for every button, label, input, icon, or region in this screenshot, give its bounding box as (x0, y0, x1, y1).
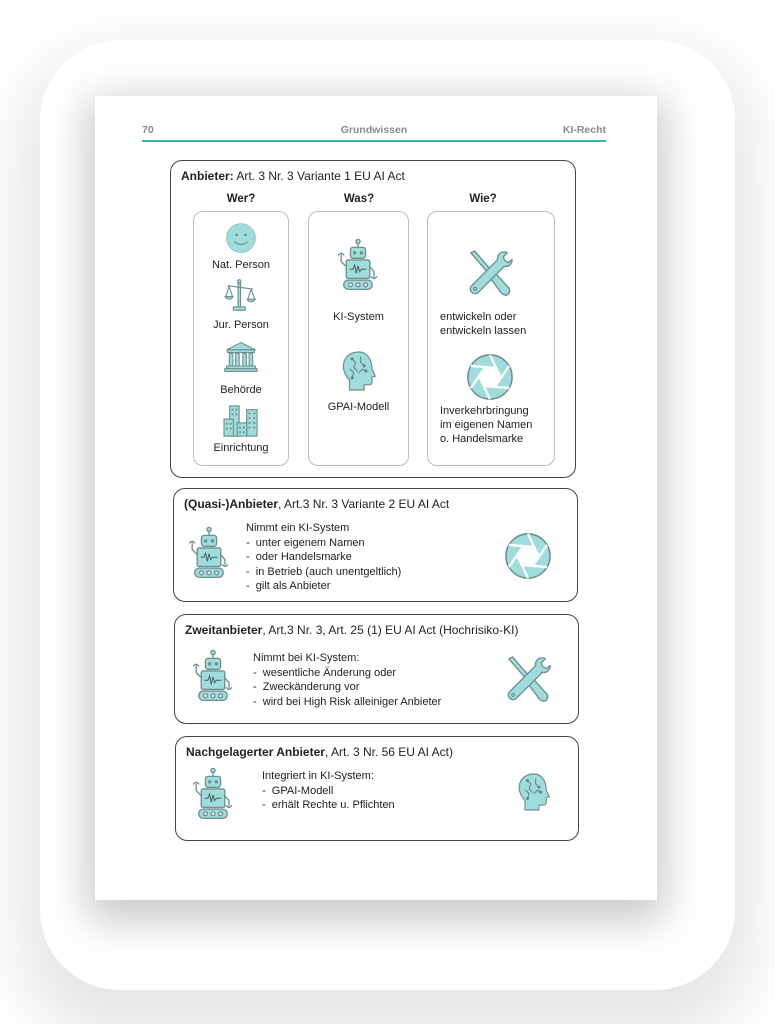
nachgelagerter-title (186, 745, 453, 759)
zweitanbieter-title (185, 623, 518, 637)
zweit-title-rest: , Art.3 Nr. 3, Art. 25 (1) EU AI Act (Hochrisiko-KI) (262, 623, 519, 637)
label-entwickeln-line-1: entwickeln oder (440, 311, 517, 323)
tools-icon (504, 655, 552, 703)
quasi-anbieter-title (184, 497, 449, 511)
chapter-title: Grundwissen (340, 124, 408, 136)
nach-line: - erhält Rechte u. Pflichten (262, 799, 395, 811)
quasi-title-bold: (Quasi-)Anbieter (184, 497, 279, 511)
book-title: KI-Recht (562, 124, 606, 136)
was-column (308, 211, 409, 466)
nachgelagerter-list (262, 769, 395, 813)
quasi-line: - in Betrieb (auch unentgeltlich) (246, 565, 402, 578)
nach-line: Integriert in KI-System: (262, 770, 374, 782)
ai-head-icon (340, 350, 378, 392)
quasi-line: - gilt als Anbieter (246, 580, 331, 592)
quasi-title-rest: , Art.3 Nr. 3 Variante 2 EU AI Act (278, 497, 450, 511)
aperture-icon (504, 532, 552, 580)
quasi-line: - unter eigenem Namen (246, 536, 365, 549)
label-entwickeln (440, 310, 526, 338)
aperture-icon (466, 353, 514, 401)
robot-icon (188, 526, 230, 580)
scales-of-justice-icon (224, 278, 258, 312)
wer-column (193, 211, 289, 466)
zweit-title-bold: Zweitanbieter (185, 623, 263, 637)
book-page (95, 96, 657, 900)
label-behoerde: Behörde (220, 384, 262, 396)
anbieter-title-rest: Art. 3 Nr. 3 Variante 1 EU AI Act (233, 169, 405, 183)
column-heading-wie: Wie? (469, 193, 497, 205)
zweit-line: - wesentliche Änderung oder (253, 666, 397, 679)
robot-icon (192, 767, 234, 821)
anbieter-title-bold: Anbieter: (181, 169, 234, 183)
nachgelagerter-anbieter-box (175, 736, 579, 841)
robot-icon (337, 238, 379, 292)
label-entwickeln-line-2: entwickeln lassen (440, 325, 527, 337)
quasi-anbieter-box (173, 488, 578, 602)
quasi-anbieter-list (246, 521, 401, 594)
label-gpai-modell: GPAI-Modell (327, 401, 390, 413)
nach-line: - GPAI-Modell (262, 784, 334, 797)
nach-title-bold: Nachgelagerter Anbieter (186, 745, 325, 759)
page-number: 70 (142, 124, 154, 136)
zweit-line: - wird bei High Risk alleiniger Anbieter (253, 695, 442, 708)
label-inverkehrbringung-line-1: Inverkehrbringung (440, 405, 529, 417)
government-building-icon (223, 340, 259, 374)
smiley-face-icon (225, 222, 257, 254)
running-header (142, 122, 606, 142)
wie-column (427, 211, 555, 466)
quasi-line: - oder Handelsmarke (246, 551, 352, 563)
anbieter-box (170, 160, 576, 478)
tools-icon (466, 249, 514, 297)
label-einrichtung: Einrichtung (213, 442, 269, 454)
column-heading-was: Was? (343, 193, 375, 205)
column-heading-wer: Wer? (226, 193, 256, 205)
zweit-line: Nimmt bei KI-System: (253, 652, 360, 664)
zweitanbieter-box (174, 614, 579, 724)
quasi-line: Nimmt ein KI-System (246, 522, 350, 534)
office-buildings-icon (221, 404, 261, 438)
nach-title-rest: , Art. 3 Nr. 56 EU AI Act) (324, 745, 453, 759)
label-nat-person: Nat. Person (211, 259, 271, 271)
ai-head-icon (516, 771, 552, 813)
label-ki-system: KI-System (333, 311, 384, 323)
robot-icon (192, 649, 234, 703)
zweit-line: - Zweckänderung vor (253, 681, 360, 693)
label-inverkehrbringung-line-2: im eigenen Namen (440, 419, 533, 431)
label-inverkehrbringung (440, 404, 532, 446)
label-inverkehrbringung-line-3: o. Handelsmarke (440, 433, 524, 445)
label-jur-person: Jur. Person (213, 319, 269, 331)
anbieter-title (181, 169, 405, 183)
zweitanbieter-list (253, 651, 441, 709)
